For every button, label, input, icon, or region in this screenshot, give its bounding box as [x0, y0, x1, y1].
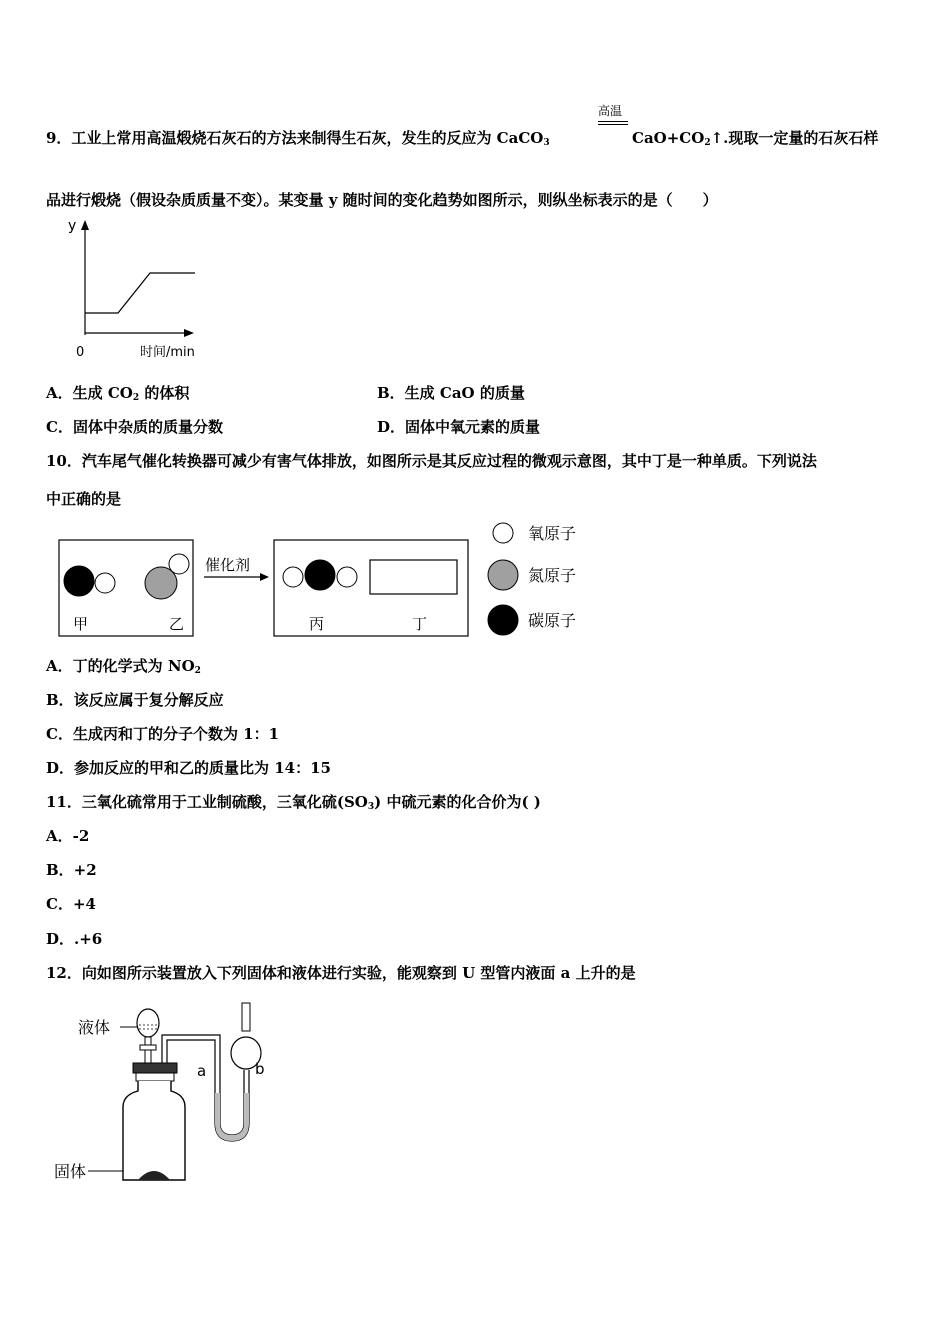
q9-stem-line1: 9．工业上常用高温煅烧石灰石的方法来制得生石灰，发生的反应为 CaCO$_3$: [46, 129, 550, 148]
oxygen-atom: [283, 567, 303, 587]
q9-stem-line1-right: $CaO+CO_2↑$.现取一定量的石灰石样: [632, 129, 879, 148]
label-a: a: [197, 1062, 207, 1080]
bottle: [123, 1081, 185, 1180]
legend-oxygen-icon: [493, 523, 513, 543]
condition-line: [598, 121, 628, 122]
label-ding: 丁: [412, 615, 428, 633]
q11-option-b[interactable]: B．+2: [46, 861, 97, 879]
oxygen-atom: [169, 554, 189, 574]
q10-stem-line1: 10．汽车尾气催化转换器可减少有害气体排放，如图所示是其反应过程的微观示意图，其中丁是一种单质。下列说法: [46, 452, 817, 470]
carbon-atom: [305, 560, 335, 590]
funnel-bulb: [137, 1009, 159, 1037]
graph-x-label: 时间/min: [140, 345, 195, 360]
label-jia: 甲: [73, 615, 89, 633]
label-b: b: [255, 1060, 265, 1078]
graph-origin: 0: [76, 345, 85, 360]
q9-graph: [60, 215, 220, 365]
liquid-label: 液体: [78, 1018, 111, 1037]
q10-stem-line2: 中正确的是: [46, 490, 122, 508]
label-bing: 丙: [309, 615, 325, 633]
q10-option-c[interactable]: C．生成丙和丁的分子个数为 1：1: [46, 725, 280, 743]
legend-nitrogen-icon: [488, 560, 518, 590]
q10-diagram: [55, 518, 615, 643]
q9-option-b[interactable]: B．生成 CaO 的质量: [377, 384, 525, 402]
q11-option-d[interactable]: D．.+6: [46, 930, 103, 948]
q12-stem: 12．向如图所示装置放入下列固体和液体进行实验，能观察到 U 型管内液面 a 上升的是: [46, 964, 636, 982]
oxygen-atom: [95, 573, 115, 593]
arrow-icon: [260, 573, 269, 581]
q9-option-d[interactable]: D．固体中氧元素的质量: [377, 418, 541, 436]
carbon-atom: [64, 566, 94, 596]
q10-option-d[interactable]: D．参加反应的甲和乙的质量比为 14：15: [46, 759, 331, 777]
legend-nitrogen-label: 氮原子: [528, 566, 577, 585]
condition-line-2: [598, 124, 628, 125]
catalyst-label: 催化剂: [205, 556, 251, 574]
q12-apparatus: [50, 995, 290, 1190]
graph-y-label: y: [68, 218, 77, 234]
q9-stem-line2: 品进行煅烧（假设杂质质量不变）。某变量 y 随时间的变化趋势如图所示，则纵坐标表示的是（ ）: [46, 191, 718, 209]
q10-option-a[interactable]: A．丁的化学式为 $NO_2$: [46, 657, 201, 676]
ding-blank-box: [370, 560, 457, 594]
legend-carbon-icon: [488, 605, 518, 635]
q10-option-b[interactable]: B．该反应属于复分解反应: [46, 691, 224, 709]
q9-option-a[interactable]: A．生成 $CO_2$ 的体积: [46, 384, 190, 403]
solid-label: 固体: [54, 1162, 87, 1181]
legend-carbon-label: 碳原子: [528, 611, 577, 630]
label-yi: 乙: [169, 615, 185, 633]
legend-oxygen-label: 氧原子: [528, 524, 577, 543]
stopper: [133, 1063, 177, 1073]
q11-stem: 11．三氧化硫常用于工业制硫酸，三氧化硫$(SO_3)$ 中硫元素的化合价为( ): [46, 793, 541, 812]
q11-option-c[interactable]: C．+4: [46, 895, 96, 913]
oxygen-atom: [337, 567, 357, 587]
stopcock: [140, 1045, 156, 1050]
q11-option-a[interactable]: A．-2: [46, 827, 90, 845]
q9-option-c[interactable]: C．固体中杂质的质量分数: [46, 418, 223, 436]
reaction-condition: 高温: [598, 104, 623, 118]
